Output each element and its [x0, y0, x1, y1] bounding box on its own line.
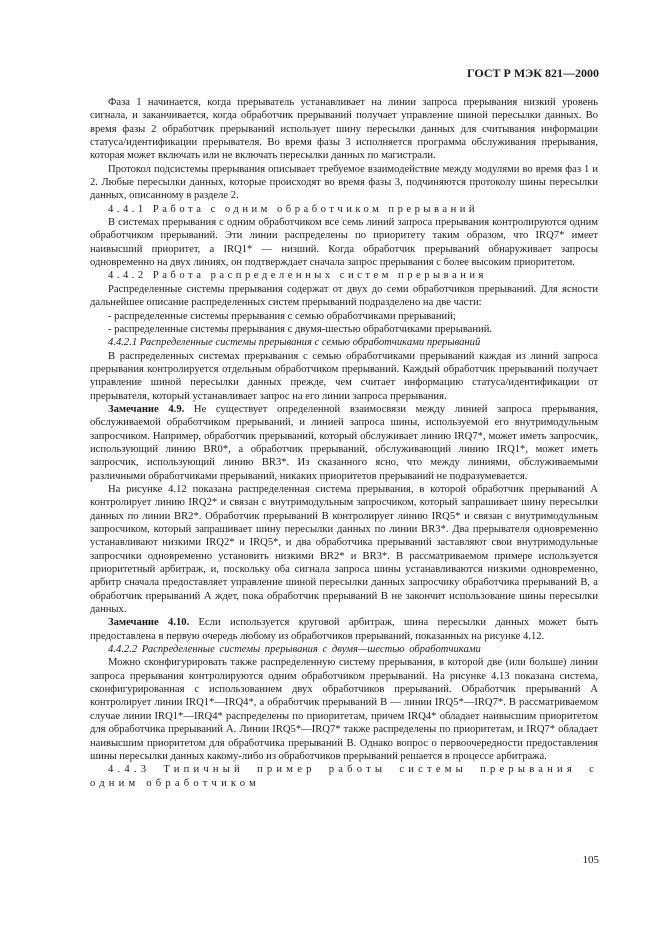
- note-label: Замечание 4.9.: [108, 403, 185, 415]
- section-heading-4-4-2-2: 4.4.2.2 Распределенные системы прерывания с двумя—шестью обработчиками: [108, 644, 481, 656]
- note-label: Замечание 4.10.: [108, 617, 190, 629]
- section-heading-4-4-2-1: 4.4.2.1 Распределенные системы прерывания с семью обработчиками прерываний: [108, 337, 481, 349]
- paragraph-distributed-intro: Распределенные системы прерывания содержат от двух до семи обработчиков прерываний. Для ясности дальнейшее описание распределенных систем прерываний подразделено на две части:: [90, 283, 598, 309]
- paragraph-seven-handlers: В распределенных системах прерывания с семью обработчиками прерываний каждая из линий запроса прерывания контролируется отдельным обработчиком прерываний. Каждый обработчик прерываний получает управление шиной пересылки данных прежде, чем считает информацию статуса/идентификации от прерывателя, который устанавливает запрос на его линии запроса прерывания.: [90, 350, 598, 402]
- page-body: [90, 96, 598, 790]
- list-item: - распределенные системы прерывания с семью обработчиками прерываний;: [108, 310, 456, 322]
- section-heading-4-4-1: 4.4.1 Работа с одним обработчиком прерываний: [108, 203, 479, 215]
- page-number: 105: [582, 854, 599, 866]
- note-4-10: [90, 616, 598, 643]
- paragraph-single-handler: В системах прерывания с одним обработчиком все семь линий запроса прерывания контролируются одним обработчиком прерываний. Эти линии распределены по приоритету таким образом, что IRQ7* имеет наивысший приоритет, а IRQ1* — низший. Когда обработчик прерываний обнаруживает запросы одновременно на двух линиях, он подтверждает сначала запрос прерывания с более высоким приоритетом.: [90, 217, 598, 269]
- paragraph-phase-description: Фаза 1 начинается, когда прерыватель устанавливает на линии запроса прерывания низкий уровень сигнала, и заканчивается, когда обработчик прерываний получает управление шиной пересылки данных. Во время фазы 2 обработчик прерываний использует шину пересылки данных для считывания информации статуса/идентификации прерывателя. Во время фазы 3 исполняется программа обслуживания прерывания, которая может включать или не включать пересылки данных по магистрали.: [90, 97, 598, 162]
- document-header: ГОСТ Р МЭК 821—2000: [467, 66, 599, 80]
- list-item: - распределенные системы прерывания с двумя-шестью обработчиками прерываний.: [108, 323, 493, 335]
- note-4-9: [90, 403, 598, 483]
- note-text: Если используется круговой арбитраж, шина пересылки данных может быть предоставлена в первую очередь любому из обработчиков прерываний, показанных на рисунке 4.12.: [90, 617, 599, 642]
- paragraph-two-six-handlers: Можно сконфигурировать также распределенную систему прерывания, в которой две (или больше) линии запроса прерывания контролируются одним обработчиком прерываний. На рисунке 4.13 показана система, сконфигурированная с использованием двух обработчиков прерываний. Обработчик прерываний А контролирует линии IRQ1*—IRQ4*, а обработчик прерываний В — линии IRQ5*—IRQ7*. В рассматриваемом случае линии IRQ1*—IRQ4* распределены по приоритетам, причем IRQ4* обладает наивысшим приоритетом для обработчика прерываний А. Линии IRQ5*—IRQ7* также распределены по приоритетам, и IRQ7* обладает наивысшим приоритетом для обработчика прерываний В. Однако вопрос о первоочередности предоставления шины пересылки данных какому-либо из обработчиков прерываний решается в процессе арбитража.: [90, 657, 598, 762]
- paragraph-protocol: Протокол подсистемы прерывания описывает требуемое взаимодействие между модулями во время фаз 1 и 2. Любые пересылки данных, которые происходят во время фазы 3, подчиняются протоколу шины пересылки данных, описанному в разделе 2.: [90, 163, 598, 202]
- section-heading-4-4-2: 4.4.2 Работа распределенных систем прерывания: [108, 270, 487, 282]
- section-heading-4-4-3: 4.4.3 Типичный пример работы системы прерывания с одним обработчиком: [90, 764, 598, 789]
- note-text: Не существует определенной взаимосвязи между линией запроса прерывания, обслуживаемой обработчиком прерываний, и линией запроса шины, используемой его внутримодульным запросчиком. Например, обработчик прерываний, который обслуживает линию IRQ7*, может иметь запросчик, использующий линию BR0*, а обработчик прерываний, обслуживающий линию IRQ1*, может иметь запросчик, использующий линию BR3*. Из сказанного ясно, что между линиями, обслуживаемыми различными обработчиками прерываний, никаких приоритетов прерываний не подразумевается.: [90, 403, 598, 482]
- paragraph-figure-4-12: На рисунке 4.12 показана распределенная система прерывания, в которой обработчик прерываний А контролирует линию IRQ2* и связан с внутримодульным запросчиком, который запрашивает шину пересылки данных по линии BR2*. Обработчик прерываний В контролирует линию IRQ5* и связан с внутримодульным запросчиком, который запрашивает шину пересылки данных по линии BR3*. Два прерывателя одновременно устанавливают низкими IRQ2* и IRQ5*, и два обработчика прерываний заставляют свои внутримодульные запросчики одновременно установить низкими BR2* и BR3*. В рассматриваемом примере используется приоритетный арбитраж, и, поскольку оба сигнала запроса шины устанавливаются низкими одновременно, арбитр сначала предоставляет управление шиной пересылки данных запросчику обработчика прерываний В, а обработчик прерываний А ждет, пока обработчик прерываний В не закончит использование шины пересылки данных.: [90, 483, 598, 616]
